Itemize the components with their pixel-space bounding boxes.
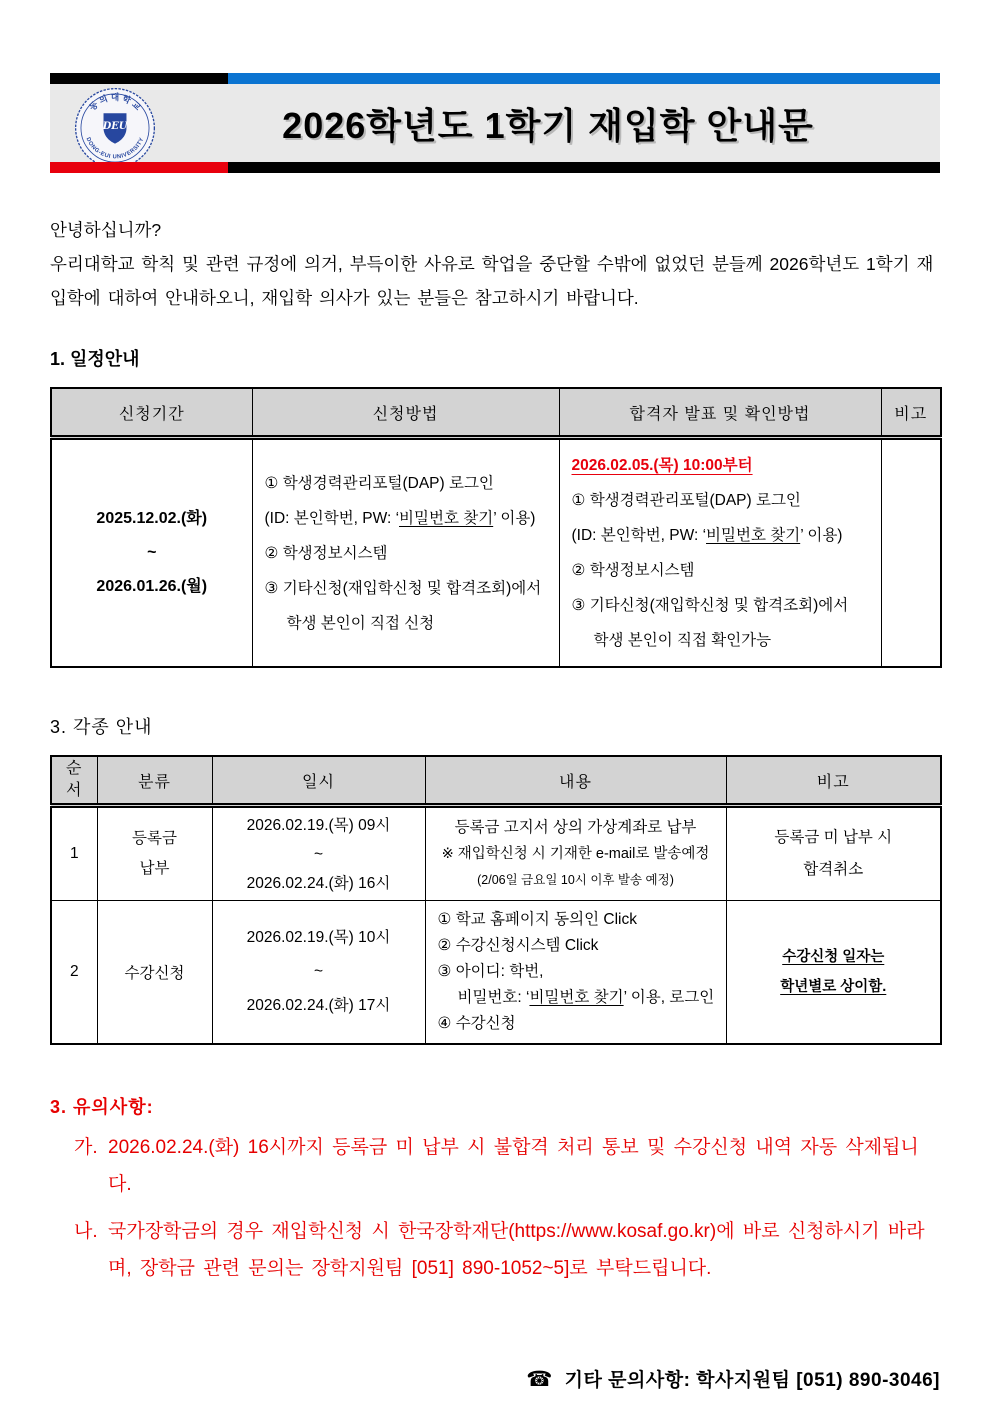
schedule-table xyxy=(50,387,942,668)
caution-label: 나. xyxy=(74,1221,98,1242)
datetime-cell xyxy=(212,901,425,1045)
method-credentials xyxy=(265,501,555,536)
section-schedule-heading: 1. 일정안내 xyxy=(50,349,140,369)
method-step-1: ① 학생경력관리포털(DAP) 로그인 xyxy=(264,474,494,492)
header-band xyxy=(50,84,940,162)
result-step-3b: 학생 본인이 직접 확인가능 xyxy=(593,632,772,649)
date-start: 2026.02.19.(목) 10시 xyxy=(246,929,391,946)
header-bottom-rule-red-segment xyxy=(50,162,228,173)
footer-contact xyxy=(50,1365,940,1392)
credentials-suffix: ’ 이용) xyxy=(493,509,536,527)
col-remarks: 비고 xyxy=(881,388,941,438)
misc-row-tuition xyxy=(51,806,941,901)
schedule-data-row xyxy=(51,438,941,668)
result-announcement-cell xyxy=(559,438,881,668)
credentials-suffix: ’ 이용) xyxy=(800,527,843,544)
intro-greeting: 안녕하십니까? xyxy=(50,220,162,240)
date-end: 2026.02.24.(화) 16시 xyxy=(246,874,391,892)
cautions-heading-text: 유의사항: xyxy=(73,1097,154,1117)
cautions-heading xyxy=(50,1093,940,1119)
result-credentials xyxy=(572,518,877,553)
header-top-rule-black-segment xyxy=(50,73,228,84)
intro-paragraph xyxy=(50,213,940,315)
seal-korean-name: 동 의 대 학 교 xyxy=(87,92,143,113)
application-period-cell xyxy=(51,438,252,668)
credentials-prefix: 비밀번호: ‘ xyxy=(457,989,530,1006)
schedule-remarks-cell xyxy=(881,438,941,668)
caution-text: 국가장학금의 경우 재입학신청 시 한국장학재단(https://www.kosaf.go.kr)에 바로 신청하시기 바라며, 장학금 관련 문의는 장학지원팀 [051] 890-1052~5]로 부탁드립니다. xyxy=(108,1221,925,1279)
date-start: 2026.02.19.(목) 09시 xyxy=(246,816,391,834)
content-step: ③ 아이디: 학번, xyxy=(437,963,544,980)
remarks-line: 합격취소 xyxy=(803,861,864,878)
footer-contact-text: 기타 문의사항: 학사지원팀 [051) 890-3046] xyxy=(564,1370,940,1391)
col-datetime: 일시 xyxy=(212,756,425,806)
content-step: ④ 수강신청 xyxy=(437,1015,516,1032)
telephone-icon: ☎ xyxy=(526,1368,553,1391)
col-application-method: 신청방법 xyxy=(252,388,559,438)
header-top-rule-blue-segment xyxy=(228,73,940,84)
seal-english-name: DONG-EUI UNIVERSITY xyxy=(84,136,146,161)
password-find-link-text: 비밀번호 찾기 xyxy=(399,509,494,527)
order-cell: 2 xyxy=(51,901,97,1045)
header-bottom-rule-black-segment xyxy=(228,162,940,173)
result-step-1: ① 학생경력관리포털(DAP) 로그인 xyxy=(571,492,801,509)
password-find-link-text: 비밀번호 찾기 xyxy=(529,989,624,1006)
col-application-period: 신청기간 xyxy=(51,388,252,438)
period-end: 2026.01.26.(월) xyxy=(96,578,208,595)
category-cell: 수강신청 xyxy=(97,901,212,1045)
period-tilde: ~ xyxy=(147,544,157,561)
content-line: ※ 재입학신청 시 기재한 e-mail로 발송예정 xyxy=(441,846,710,862)
date-tilde: ~ xyxy=(313,963,324,980)
result-step-2: ② 학생정보시스템 xyxy=(571,562,695,579)
content-line: 등록금 고지서 상의 가상계좌로 납부 xyxy=(454,819,697,836)
order-cell: 1 xyxy=(51,806,97,901)
university-seal-icon xyxy=(74,87,156,169)
misc-table xyxy=(50,755,942,1045)
date-tilde: ~ xyxy=(313,845,324,863)
date-end: 2026.02.24.(화) 17시 xyxy=(246,997,391,1014)
cautions-section xyxy=(50,1093,940,1287)
remarks-line: 등록금 미 납부 시 xyxy=(774,829,893,846)
caution-item xyxy=(50,1129,940,1203)
header-bottom-rule xyxy=(50,162,940,173)
result-step-3: ③ 기타신청(재입학신청 및 합격조회)에서 xyxy=(571,597,849,614)
content-cell xyxy=(425,901,726,1045)
remarks-line: 수강신청 일자는 xyxy=(782,949,885,965)
misc-row-course-registration xyxy=(51,901,941,1045)
period-start: 2025.12.02.(화) xyxy=(96,510,208,527)
credentials-prefix: (ID: 본인학번, PW: ‘ xyxy=(571,527,707,544)
content-cell xyxy=(425,806,726,901)
remarks-cell xyxy=(726,901,941,1045)
seal-monogram: DEU xyxy=(102,120,128,132)
col-result-announcement: 합격자 발표 및 확인방법 xyxy=(559,388,881,438)
category-line: 납부 xyxy=(139,860,170,877)
caution-label: 가. xyxy=(74,1137,98,1158)
header-banner xyxy=(50,73,940,173)
caution-text: 2026.02.24.(화) 16시까지 등록금 미 납부 시 불합격 처리 통보 및 수강신청 내역 자동 삭제됩니다. xyxy=(108,1137,919,1195)
method-step-3b: 학생 본인이 직접 신청 xyxy=(286,614,435,632)
remarks-cell xyxy=(726,806,941,901)
content-step: ② 수강신청시스템 Click xyxy=(437,937,599,954)
caution-item xyxy=(50,1213,940,1287)
category-line: 등록금 xyxy=(132,830,177,847)
method-step-3: ③ 기타신청(재입학신청 및 합격조회)에서 xyxy=(264,579,542,597)
cautions-heading-number: 3. xyxy=(50,1097,68,1117)
announce-datetime: 2026.02.05.(목) 10:00부터 xyxy=(571,457,753,474)
credentials-suffix: ’ 이용, 로그인 xyxy=(623,989,715,1006)
schedule-header-row xyxy=(51,388,941,438)
password-find-link-text: 비밀번호 찾기 xyxy=(706,527,801,544)
method-step-2: ② 학생정보시스템 xyxy=(264,544,388,562)
content-credentials xyxy=(438,985,722,1011)
credentials-prefix: (ID: 본인학번, PW: ‘ xyxy=(264,509,400,527)
misc-header-row xyxy=(51,756,941,806)
datetime-cell xyxy=(212,806,425,901)
remarks-line: 학년별로 상이함. xyxy=(780,979,887,995)
document-title: 2026학년도 1학기 재입학 안내문 xyxy=(282,104,814,146)
intro-body: 우리대학교 학칙 및 관련 규정에 의거, 부득이한 사유로 학업을 중단할 수밖에 없었던 분들께 2026학년도 1학기 재입학에 대하여 안내하오니, 재입학 의사가 있는 분들은 참고하시기 바랍니다. xyxy=(50,254,934,308)
content-step: ① 학교 홈페이지 동의인 Click xyxy=(437,911,637,928)
col-category: 분류 xyxy=(97,756,212,806)
category-cell xyxy=(97,806,212,901)
col-order: 순서 xyxy=(51,756,97,806)
application-method-cell xyxy=(252,438,559,668)
section-misc-heading: 3. 각종 안내 xyxy=(50,717,153,737)
col-remarks: 비고 xyxy=(726,756,941,806)
header-top-rule xyxy=(50,73,940,84)
col-content: 내용 xyxy=(425,756,726,806)
content-line: (2/06일 금요일 10시 이후 발송 예정) xyxy=(477,873,674,887)
